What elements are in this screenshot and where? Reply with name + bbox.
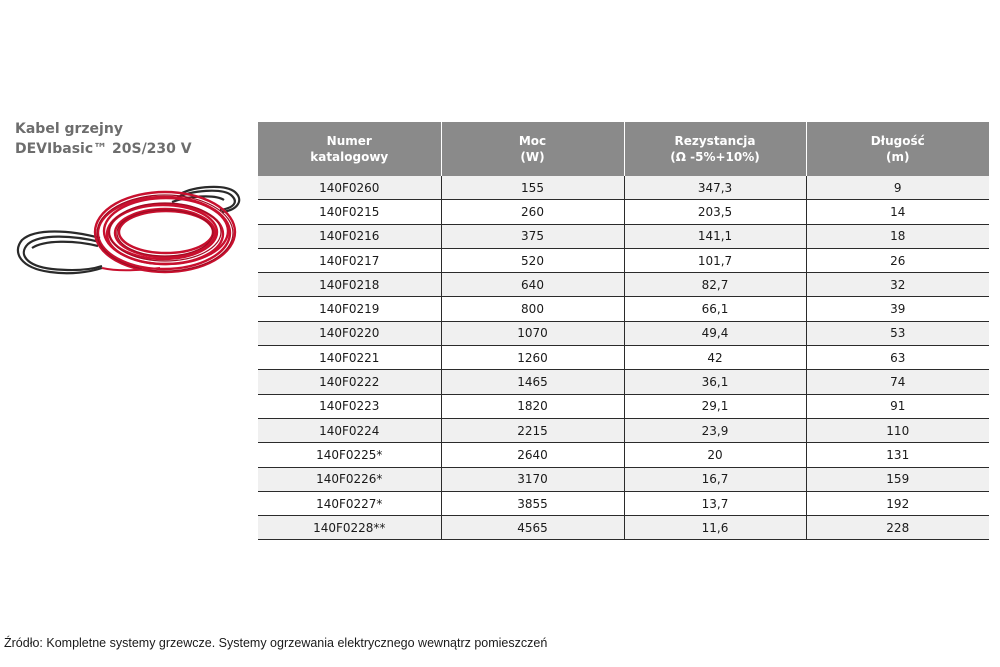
product-title-line1: Kabel grzejny	[15, 121, 123, 137]
table-body	[258, 176, 989, 540]
table-row	[258, 176, 989, 200]
header-resistance-line2: (Ω -5%+10%)	[670, 150, 760, 164]
cell-catalog-number: 140F0221	[258, 346, 441, 370]
source-caption: Źródło: Kompletne systemy grzewcze. Systemy ogrzewania elektrycznego wewnątrz pomieszczeń	[4, 636, 548, 650]
cell-length: 159	[806, 467, 989, 491]
cell-resistance: 13,7	[624, 491, 806, 515]
table-row	[258, 394, 989, 418]
cell-power: 2215	[441, 418, 624, 442]
cell-resistance: 347,3	[624, 176, 806, 200]
cell-catalog-number: 140F0218	[258, 273, 441, 297]
cell-catalog-number: 140F0223	[258, 394, 441, 418]
cell-catalog-number: 140F0224	[258, 418, 441, 442]
cell-power: 4565	[441, 516, 624, 540]
cell-length: 192	[806, 491, 989, 515]
cell-catalog-number: 140F0227*	[258, 491, 441, 515]
product-title	[15, 119, 192, 159]
cell-length: 74	[806, 370, 989, 394]
cell-length: 131	[806, 443, 989, 467]
cell-catalog-number: 140F0228**	[258, 516, 441, 540]
heating-cable-image	[10, 180, 250, 290]
header-power-line2: (W)	[520, 150, 545, 164]
cell-length: 32	[806, 273, 989, 297]
cell-catalog-number: 140F0225*	[258, 443, 441, 467]
cell-length: 26	[806, 248, 989, 272]
cell-catalog-number: 140F0220	[258, 321, 441, 345]
cell-length: 228	[806, 516, 989, 540]
table-row	[258, 321, 989, 345]
cell-resistance: 66,1	[624, 297, 806, 321]
header-catalog-number-line2: katalogowy	[310, 150, 389, 164]
cell-resistance: 42	[624, 346, 806, 370]
header-resistance-line1: Rezystancja	[674, 134, 756, 148]
header-power-line1: Moc	[518, 134, 547, 148]
cell-resistance: 141,1	[624, 224, 806, 248]
cell-resistance: 203,5	[624, 200, 806, 224]
cell-resistance: 16,7	[624, 467, 806, 491]
table-row	[258, 443, 989, 467]
table-row	[258, 516, 989, 540]
cell-catalog-number: 140F0260	[258, 176, 441, 200]
header-length-line2: (m)	[886, 150, 910, 164]
cell-resistance: 11,6	[624, 516, 806, 540]
cell-power: 1465	[441, 370, 624, 394]
cell-power: 800	[441, 297, 624, 321]
header-power	[441, 122, 624, 176]
cell-length: 91	[806, 394, 989, 418]
cell-length: 53	[806, 321, 989, 345]
cell-power: 520	[441, 248, 624, 272]
product-title-line2: DEVIbasic™ 20S/230 V	[15, 141, 192, 157]
cell-length: 18	[806, 224, 989, 248]
table-row	[258, 491, 989, 515]
cell-power: 1820	[441, 394, 624, 418]
cell-catalog-number: 140F0226*	[258, 467, 441, 491]
header-resistance	[624, 122, 806, 176]
header-length-line1: Długość	[870, 134, 925, 148]
table-row	[258, 418, 989, 442]
table-row	[258, 200, 989, 224]
cell-length: 63	[806, 346, 989, 370]
table-row	[258, 297, 989, 321]
header-length	[806, 122, 989, 176]
cell-catalog-number: 140F0217	[258, 248, 441, 272]
cell-power: 1260	[441, 346, 624, 370]
cell-length: 14	[806, 200, 989, 224]
cell-power: 1070	[441, 321, 624, 345]
cell-catalog-number: 140F0219	[258, 297, 441, 321]
cell-length: 110	[806, 418, 989, 442]
table-row	[258, 248, 989, 272]
cell-power: 155	[441, 176, 624, 200]
table-row	[258, 467, 989, 491]
cell-power: 260	[441, 200, 624, 224]
header-catalog-number-line1: Numer	[326, 134, 372, 148]
cell-resistance: 82,7	[624, 273, 806, 297]
cable-spec-table	[258, 122, 989, 540]
cell-catalog-number: 140F0222	[258, 370, 441, 394]
table-row	[258, 224, 989, 248]
cell-catalog-number: 140F0215	[258, 200, 441, 224]
table-row	[258, 273, 989, 297]
cell-resistance: 23,9	[624, 418, 806, 442]
cell-power: 3170	[441, 467, 624, 491]
cell-length: 39	[806, 297, 989, 321]
cell-catalog-number: 140F0216	[258, 224, 441, 248]
table-row	[258, 370, 989, 394]
cell-power: 375	[441, 224, 624, 248]
table-row	[258, 346, 989, 370]
cell-resistance: 101,7	[624, 248, 806, 272]
cell-resistance: 49,4	[624, 321, 806, 345]
cell-power: 640	[441, 273, 624, 297]
cell-resistance: 29,1	[624, 394, 806, 418]
table-header-row	[258, 122, 989, 176]
cell-power: 3855	[441, 491, 624, 515]
cell-resistance: 36,1	[624, 370, 806, 394]
cell-length: 9	[806, 176, 989, 200]
cell-resistance: 20	[624, 443, 806, 467]
header-catalog-number	[258, 122, 441, 176]
cell-power: 2640	[441, 443, 624, 467]
